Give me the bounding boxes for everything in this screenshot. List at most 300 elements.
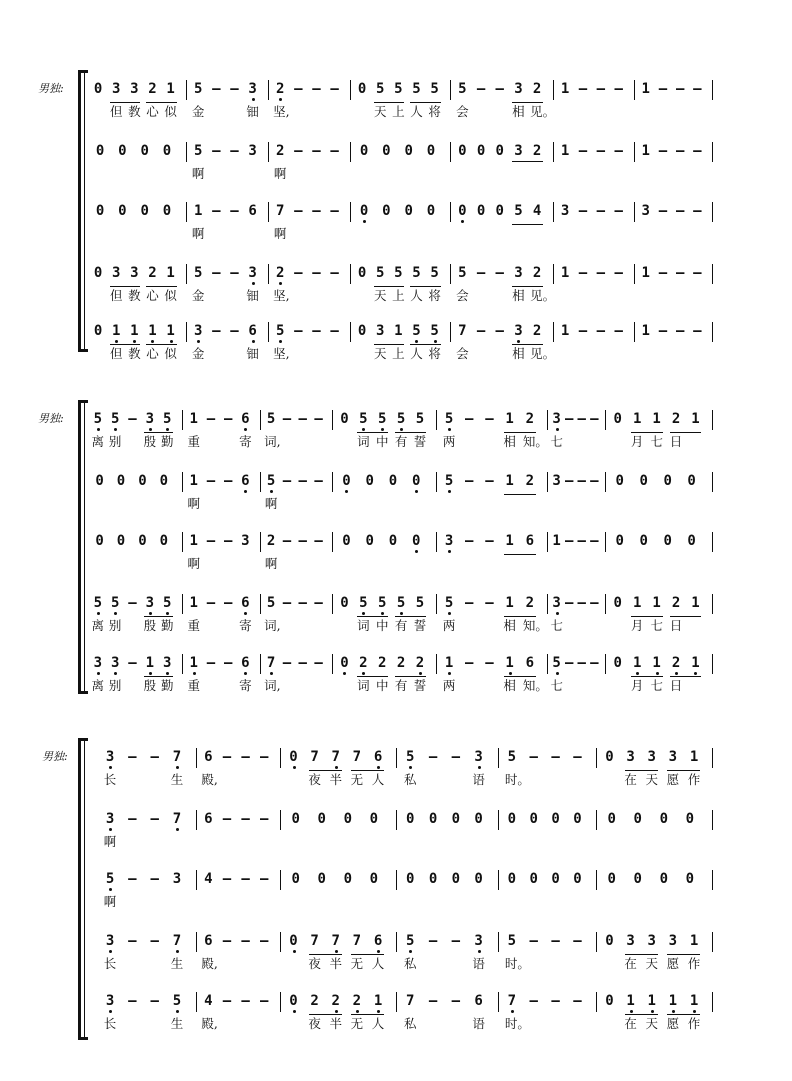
dash-mark: – xyxy=(495,323,504,339)
note: 5 xyxy=(357,408,369,430)
lyric-syllable: 时。 xyxy=(504,956,530,971)
dash-mark: – xyxy=(222,933,232,949)
note: 0 xyxy=(140,143,149,159)
note: 0 xyxy=(116,533,126,549)
staff xyxy=(0,200,792,250)
barline xyxy=(350,322,351,342)
note: 6 xyxy=(204,811,213,827)
note: 5 xyxy=(92,408,104,430)
note: 2 xyxy=(378,655,387,671)
note: 4 xyxy=(204,993,213,1009)
barline xyxy=(605,654,606,674)
note: 1 xyxy=(166,81,175,97)
dash-mark: – xyxy=(564,473,574,489)
note: 7 xyxy=(330,930,342,952)
note: 3 xyxy=(161,652,173,674)
note: 0 xyxy=(388,473,398,489)
dash-mark: – xyxy=(222,749,232,765)
lyric-syllable: 但 xyxy=(109,346,123,361)
barline xyxy=(553,322,554,342)
barline xyxy=(196,992,197,1012)
note: 0 xyxy=(507,871,517,887)
dash-mark: – xyxy=(259,871,269,887)
note: 3 xyxy=(192,320,204,342)
lyric-syllable: 似 xyxy=(164,346,177,361)
note: 1 xyxy=(505,595,514,611)
note: 3 xyxy=(668,933,678,949)
barline xyxy=(450,322,451,342)
lyric-syllable: 重 xyxy=(187,678,200,693)
dash-mark: – xyxy=(241,933,250,949)
lyric-syllable: 知。 xyxy=(522,618,548,633)
lyric-syllable: 钿 xyxy=(246,288,259,303)
note: 5 xyxy=(458,265,467,281)
lyric-syllable: 半 xyxy=(329,1016,343,1031)
note: 5 xyxy=(193,143,203,159)
note: 5 xyxy=(376,408,388,430)
staff xyxy=(0,408,792,458)
note: 5 xyxy=(415,411,425,427)
note: 5 xyxy=(376,81,385,97)
note: 0 xyxy=(410,470,422,492)
lyric-syllable: 教 xyxy=(128,346,141,361)
note: 5 xyxy=(104,868,116,890)
dash-mark: – xyxy=(150,749,159,765)
note: 5 xyxy=(376,592,388,614)
dash-mark: – xyxy=(693,265,702,281)
note: 5 xyxy=(161,408,173,430)
note: 3 xyxy=(144,408,156,430)
note: 1 xyxy=(651,652,663,674)
barline xyxy=(634,322,635,342)
note: 0 xyxy=(476,143,486,159)
barline xyxy=(332,654,333,674)
dash-mark: – xyxy=(658,265,668,281)
lyric-syllable: 相 xyxy=(503,434,516,449)
note: 5 xyxy=(443,592,455,614)
lyric-syllable: 知。 xyxy=(522,434,548,449)
note: 1 xyxy=(641,81,650,97)
dash-mark: – xyxy=(596,143,606,159)
barline xyxy=(712,748,713,768)
lyric-syllable: 词 xyxy=(357,434,370,449)
note: 0 xyxy=(633,871,642,887)
note: 2 xyxy=(396,655,406,671)
lyric-syllable: 啊 xyxy=(273,226,287,241)
note: 5 xyxy=(514,203,523,219)
staff xyxy=(0,262,792,312)
barline xyxy=(712,202,713,222)
dash-mark: – xyxy=(282,411,292,427)
barline xyxy=(186,202,187,222)
note: 7 xyxy=(506,990,518,1012)
lyric-syllable: 重 xyxy=(187,434,200,449)
note: 1 xyxy=(641,265,650,281)
lyric-syllable: 知。 xyxy=(522,678,548,693)
note: 5 xyxy=(265,470,277,492)
dash-mark: – xyxy=(658,203,668,219)
barline xyxy=(268,142,269,162)
note: 3 xyxy=(512,320,524,342)
dash-mark: – xyxy=(485,655,494,671)
staff xyxy=(0,78,792,128)
lyric-syllable: 月 xyxy=(630,434,644,449)
dash-mark: – xyxy=(206,411,216,427)
staff xyxy=(0,530,792,580)
lyric-syllable: 坚, xyxy=(273,288,290,303)
dash-mark: – xyxy=(259,811,269,827)
dash-mark: – xyxy=(614,203,623,219)
note: 0 xyxy=(93,81,103,97)
dash-mark: – xyxy=(230,265,239,281)
barline xyxy=(332,594,333,614)
dash-mark: – xyxy=(128,749,137,765)
dash-mark: – xyxy=(485,533,494,549)
note: 0 xyxy=(338,652,350,674)
dash-mark: – xyxy=(312,203,321,219)
note: 0 xyxy=(388,533,398,549)
note: 0 xyxy=(291,811,300,827)
note: 2 xyxy=(532,143,542,159)
dash-mark: – xyxy=(428,933,438,949)
lyric-syllable: 心 xyxy=(146,346,159,361)
barline xyxy=(605,472,606,492)
note: 7 xyxy=(310,933,319,949)
barline xyxy=(712,532,713,552)
staff xyxy=(0,808,792,858)
note: 3 xyxy=(552,473,561,489)
dash-mark: – xyxy=(206,473,216,489)
dash-mark: – xyxy=(428,993,438,1009)
note: 2 xyxy=(532,323,542,339)
note: 0 xyxy=(340,470,352,492)
barline xyxy=(547,472,548,492)
dash-mark: – xyxy=(330,81,339,97)
dash-mark: – xyxy=(294,81,303,97)
note: 0 xyxy=(95,473,104,489)
lyric-syllable: 私 xyxy=(403,1016,417,1031)
lyric-syllable: 殷 xyxy=(143,678,157,693)
note: 0 xyxy=(288,990,300,1012)
dash-mark: – xyxy=(451,933,461,949)
note: 0 xyxy=(605,933,614,949)
note: 1 xyxy=(189,533,198,549)
note: 0 xyxy=(95,533,104,549)
note: 1 xyxy=(689,652,701,674)
lyric-syllable: 教 xyxy=(128,104,141,119)
staff xyxy=(0,652,792,702)
note: 1 xyxy=(166,265,175,281)
part-label: 男独: xyxy=(38,412,64,425)
staff xyxy=(0,592,792,642)
note: 0 xyxy=(663,533,672,549)
note: 0 xyxy=(495,203,504,219)
dash-mark: – xyxy=(590,655,599,671)
note: 7 xyxy=(171,746,183,768)
lyric-syllable: 七 xyxy=(550,618,563,633)
note: 2 xyxy=(274,78,286,100)
dash-mark: – xyxy=(259,749,269,765)
dash-mark: – xyxy=(128,933,137,949)
lyric-syllable: 长 xyxy=(103,1016,117,1031)
lyric-syllable: 会 xyxy=(456,104,469,119)
note: 1 xyxy=(193,203,203,219)
dash-mark: – xyxy=(294,143,303,159)
note: 3 xyxy=(247,262,259,284)
barline xyxy=(396,932,397,952)
barline xyxy=(712,870,713,890)
lyric-syllable: 誓 xyxy=(413,434,427,449)
lyric-syllable: 词, xyxy=(264,618,281,633)
barline xyxy=(498,748,499,768)
lyric-syllable: 钿 xyxy=(246,104,259,119)
barline xyxy=(182,594,183,614)
barline xyxy=(553,142,554,162)
barline xyxy=(182,410,183,430)
barline xyxy=(498,870,499,890)
note: 0 xyxy=(382,203,391,219)
dash-mark: – xyxy=(675,323,685,339)
note: 0 xyxy=(365,533,374,549)
dash-mark: – xyxy=(206,595,216,611)
note: 1 xyxy=(641,323,650,339)
barline xyxy=(396,870,397,890)
dash-mark: – xyxy=(241,993,250,1009)
note: 5 xyxy=(458,81,467,97)
note: 0 xyxy=(410,530,422,552)
barline xyxy=(547,532,548,552)
note: 5 xyxy=(507,749,517,765)
note: 1 xyxy=(189,473,198,489)
note: 3 xyxy=(104,990,116,1012)
lyric-syllable: 七 xyxy=(550,678,563,693)
dash-mark: – xyxy=(573,749,582,765)
note: 3 xyxy=(560,203,570,219)
note: 1 xyxy=(691,411,700,427)
note: 0 xyxy=(93,323,103,339)
note: 2 xyxy=(532,81,542,97)
dash-mark: – xyxy=(312,265,321,281)
lyric-syllable: 勤 xyxy=(160,678,174,693)
note: 6 xyxy=(372,930,384,952)
note: 7 xyxy=(171,930,183,952)
note: 0 xyxy=(118,143,127,159)
note: 7 xyxy=(265,652,277,674)
barline xyxy=(280,810,281,830)
note: 1 xyxy=(505,473,514,489)
lyric-syllable: 两 xyxy=(442,678,456,693)
dash-mark: – xyxy=(128,871,137,887)
note: 6 xyxy=(525,533,535,549)
barline xyxy=(553,80,554,100)
part-label: 男独: xyxy=(42,750,68,763)
lyric-syllable: 中 xyxy=(375,434,389,449)
note: 0 xyxy=(342,533,351,549)
note: 0 xyxy=(140,203,149,219)
lyric-syllable: 愿 xyxy=(666,956,680,971)
dash-mark: – xyxy=(259,993,269,1009)
dash-mark: – xyxy=(564,533,574,549)
note: 0 xyxy=(663,473,672,489)
lyric-syllable: 但 xyxy=(109,104,123,119)
dash-mark: – xyxy=(476,81,486,97)
note: 1 xyxy=(560,323,570,339)
note: 1 xyxy=(189,411,198,427)
barline xyxy=(605,410,606,430)
dash-mark: – xyxy=(428,749,438,765)
score-system-3 xyxy=(0,738,792,1048)
lyric-syllable: 两 xyxy=(442,618,456,633)
lyric-syllable: 勤 xyxy=(160,434,174,449)
note: 1 xyxy=(128,320,140,342)
lyric-syllable: 将 xyxy=(428,104,441,119)
lyric-syllable: 有 xyxy=(394,618,408,633)
barline xyxy=(350,264,351,284)
lyric-syllable: 在 xyxy=(624,1016,637,1031)
note: 0 xyxy=(358,200,370,222)
lyric-syllable: 日 xyxy=(669,618,683,633)
lyric-syllable: 人 xyxy=(371,956,385,971)
barline xyxy=(547,594,548,614)
note: 5 xyxy=(109,592,121,614)
note: 0 xyxy=(159,533,169,549)
barline xyxy=(186,80,187,100)
barline xyxy=(436,472,437,492)
barline xyxy=(436,532,437,552)
note: 3 xyxy=(514,265,523,281)
note: 6 xyxy=(239,652,251,674)
note: 0 xyxy=(551,811,560,827)
lyric-syllable: 殷 xyxy=(143,618,157,633)
note: 0 xyxy=(428,871,438,887)
lyric-syllable: 似 xyxy=(164,104,177,119)
barline xyxy=(186,264,187,284)
lyric-syllable: 相 xyxy=(503,618,516,633)
dash-mark: – xyxy=(596,265,606,281)
lyric-syllable: 殷 xyxy=(143,434,157,449)
dash-mark: – xyxy=(128,655,137,671)
lyric-syllable: 作 xyxy=(687,772,701,787)
lyric-syllable: 生 xyxy=(170,1016,184,1031)
barline xyxy=(182,532,183,552)
lyric-syllable: 金 xyxy=(191,346,205,361)
dash-mark: – xyxy=(590,595,599,611)
barline xyxy=(268,80,269,100)
beam-line xyxy=(504,554,536,555)
lyric-syllable: 见。 xyxy=(530,288,556,303)
note: 0 xyxy=(162,143,172,159)
note: 7 xyxy=(458,323,467,339)
lyric-syllable: 人 xyxy=(371,1016,385,1031)
barline xyxy=(196,810,197,830)
lyric-syllable: 相 xyxy=(503,678,516,693)
barline xyxy=(280,748,281,768)
note: 0 xyxy=(687,473,696,489)
dash-mark: – xyxy=(212,143,221,159)
note: 2 xyxy=(266,533,276,549)
barline xyxy=(634,142,635,162)
note: 0 xyxy=(404,203,413,219)
barline xyxy=(332,410,333,430)
lyric-syllable: 上 xyxy=(392,104,405,119)
dash-mark: – xyxy=(282,473,292,489)
lyric-syllable: 上 xyxy=(392,288,405,303)
note: 7 xyxy=(275,203,285,219)
barline xyxy=(605,532,606,552)
note: 1 xyxy=(560,81,570,97)
dash-mark: – xyxy=(282,595,292,611)
dash-mark: – xyxy=(564,595,574,611)
lyric-syllable: 愿 xyxy=(666,772,680,787)
barline xyxy=(596,932,597,952)
lyric-syllable: 啊 xyxy=(103,894,117,909)
note: 0 xyxy=(159,473,169,489)
note: 3 xyxy=(112,265,121,281)
note: 3 xyxy=(104,930,116,952)
dash-mark: – xyxy=(578,323,588,339)
note: 1 xyxy=(688,990,700,1012)
barline xyxy=(280,992,281,1012)
lyric-syllable: 生 xyxy=(170,772,184,787)
lyric-syllable: 上 xyxy=(392,346,405,361)
lyric-syllable: 寄 xyxy=(239,618,252,633)
note: 0 xyxy=(507,811,517,827)
dash-mark: – xyxy=(577,473,586,489)
lyric-syllable: 词 xyxy=(357,678,370,693)
note: 0 xyxy=(474,871,483,887)
dash-mark: – xyxy=(330,265,339,281)
part-label: 男独: xyxy=(38,82,64,95)
barline xyxy=(182,472,183,492)
dash-mark: – xyxy=(551,933,560,949)
lyric-syllable: 人 xyxy=(410,346,423,361)
note: 1 xyxy=(146,320,158,342)
dash-mark: – xyxy=(223,595,233,611)
dash-mark: – xyxy=(573,993,582,1009)
dash-mark: – xyxy=(675,265,685,281)
note: 6 xyxy=(372,746,384,768)
barline xyxy=(498,932,499,952)
note: 0 xyxy=(359,143,369,159)
note: 0 xyxy=(451,871,461,887)
note: 0 xyxy=(529,811,538,827)
lyric-syllable: 有 xyxy=(394,434,408,449)
lyric-syllable: 勤 xyxy=(160,618,174,633)
lyric-syllable: 似 xyxy=(164,288,177,303)
dash-mark: – xyxy=(241,811,250,827)
barline xyxy=(260,594,261,614)
dash-mark: – xyxy=(222,871,232,887)
lyric-syllable: 七 xyxy=(650,434,663,449)
note: 0 xyxy=(456,200,468,222)
dash-mark: – xyxy=(314,595,323,611)
note: 3 xyxy=(104,746,116,768)
note: 5 xyxy=(429,320,441,342)
note: 1 xyxy=(504,652,516,674)
barline xyxy=(396,992,397,1012)
dash-mark: – xyxy=(259,933,269,949)
dash-mark: – xyxy=(282,533,292,549)
note: 6 xyxy=(204,933,213,949)
note: 0 xyxy=(95,143,105,159)
lyric-syllable: 在 xyxy=(624,772,637,787)
dash-mark: – xyxy=(675,143,685,159)
note: 1 xyxy=(443,652,455,674)
lyric-syllable: 长 xyxy=(103,956,117,971)
lyric-syllable: 七 xyxy=(650,618,663,633)
note: 3 xyxy=(641,203,650,219)
lyric-syllable: 生 xyxy=(170,956,184,971)
